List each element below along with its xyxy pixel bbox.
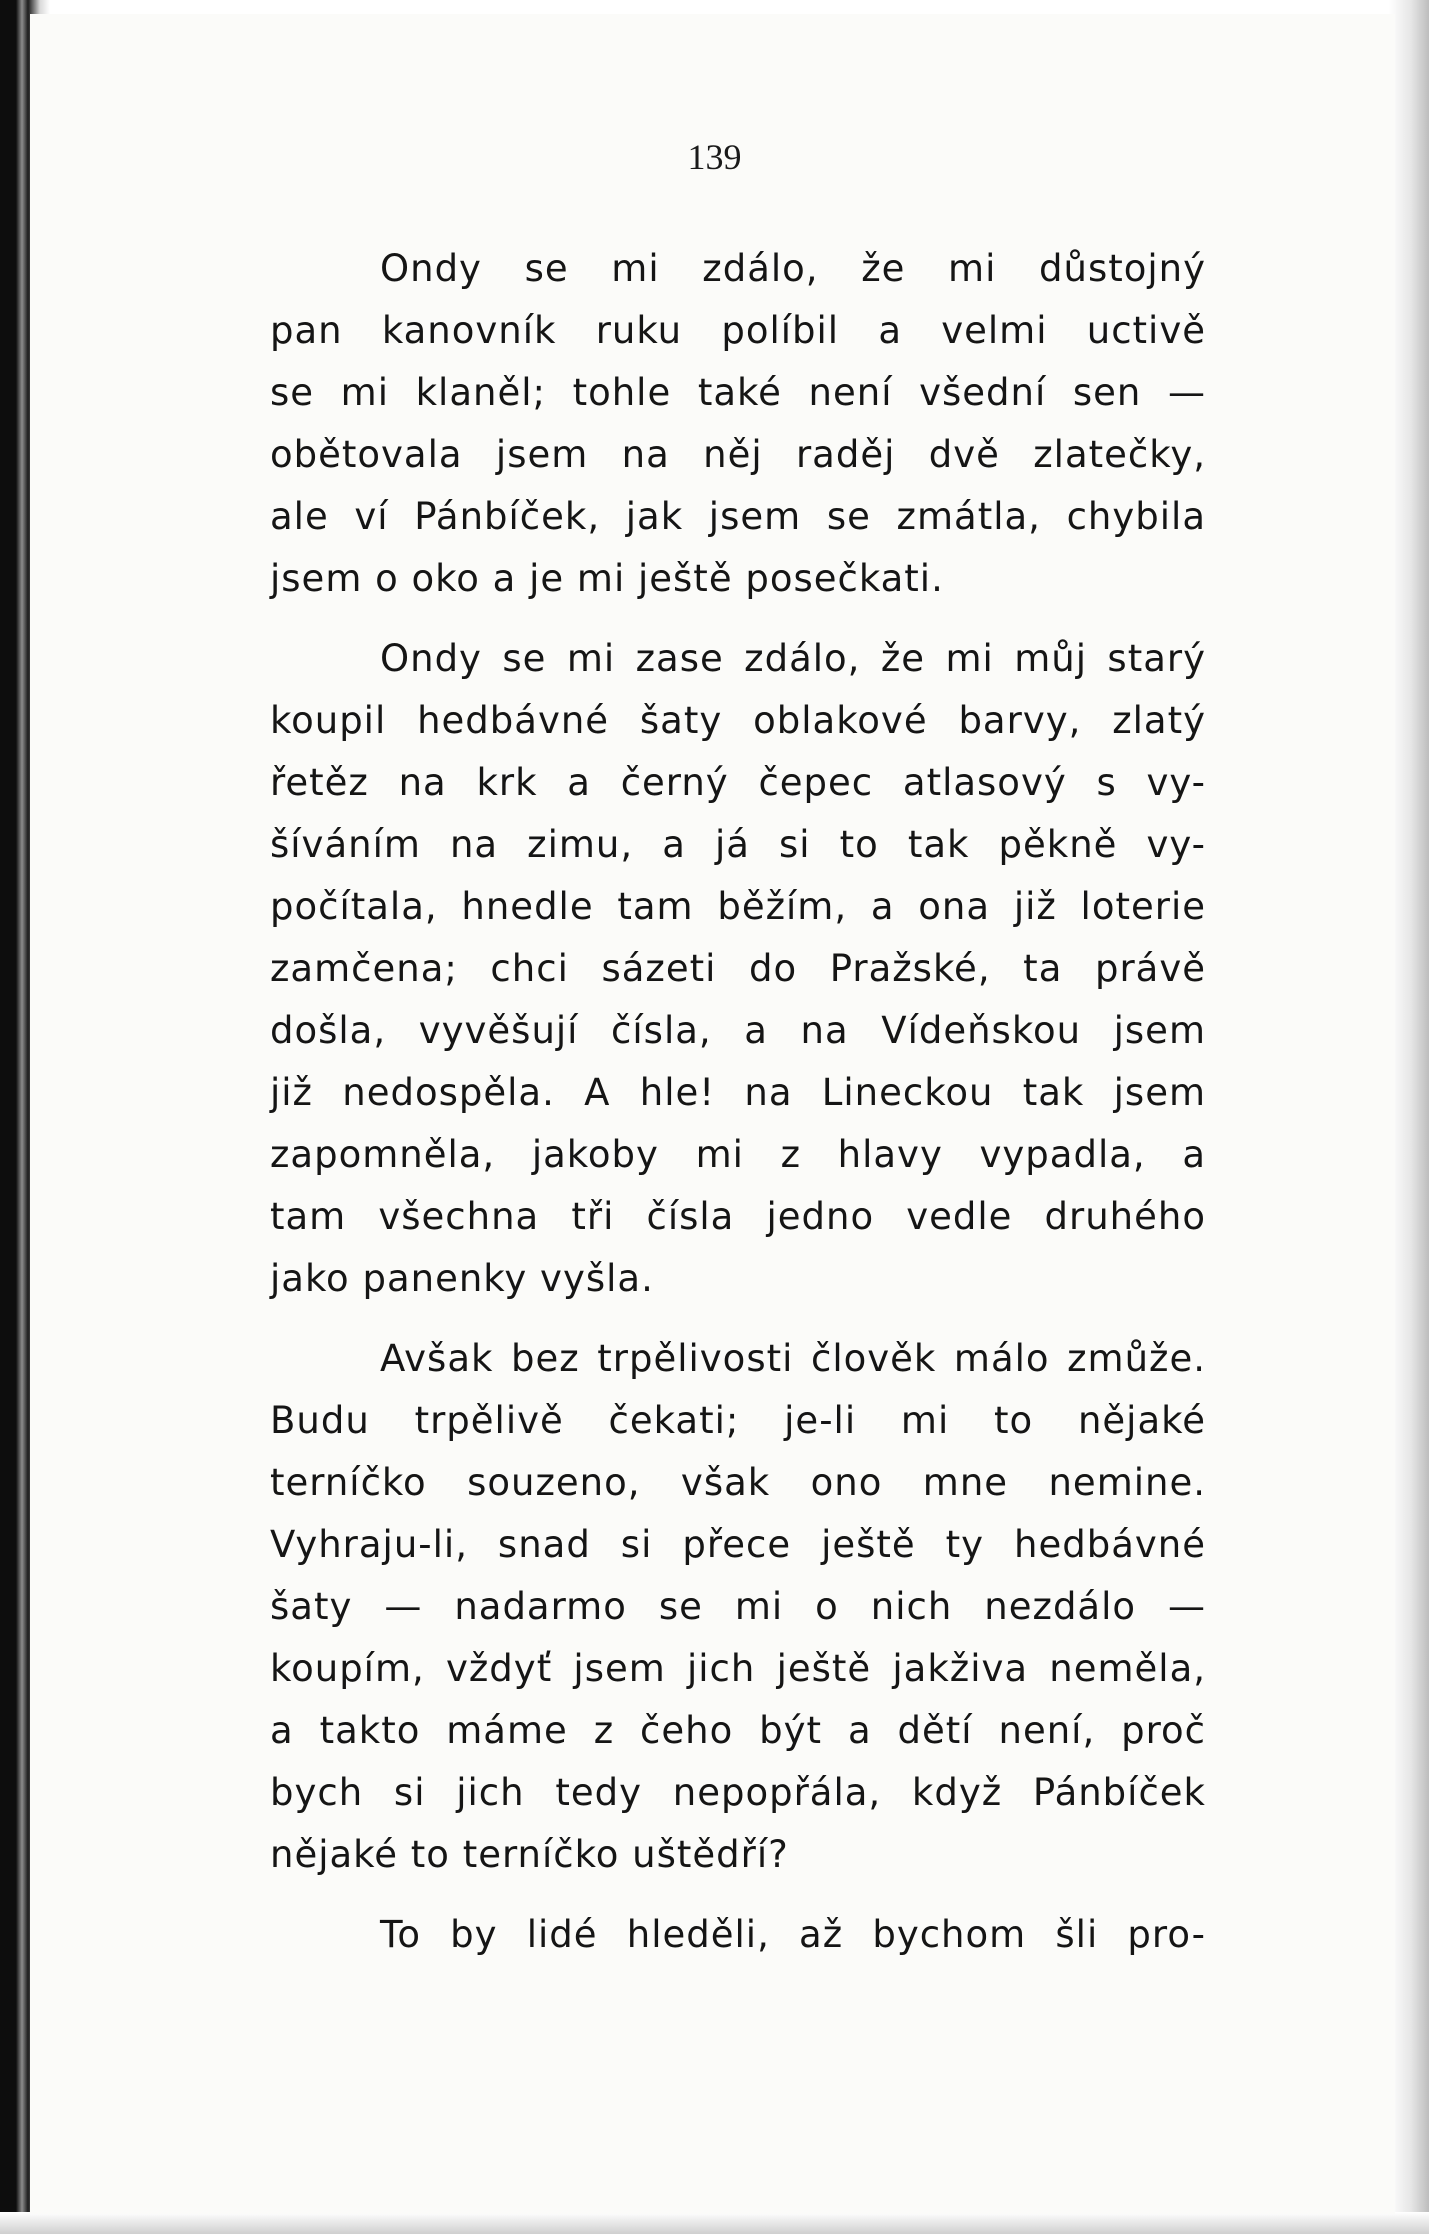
page-number: 139 — [687, 137, 742, 177]
text-line: a takto máme z čeho být a dětí není, proč — [270, 1709, 1206, 1752]
text-line: jako panenky vyšla. — [270, 1257, 654, 1300]
text-line: obětovala jsem na něj raděj dvě zlatečky, — [270, 433, 1206, 476]
text-line: ale ví Pánbíček, jak jsem se zmátla, chybila — [270, 495, 1206, 538]
text-line: šaty — nadarmo se mi o nich nezdálo — — [270, 1585, 1206, 1628]
text-line: tam všechna tři čísla jedno vedle druhého — [270, 1195, 1206, 1238]
text-line: Avšak bez trpělivosti člověk málo zmůže. — [380, 1337, 1206, 1380]
text-line: pan kanovník ruku políbil a velmi uctivě — [270, 309, 1206, 352]
text-line: šíváním na zimu, a já si to tak pěkně vy- — [270, 823, 1206, 866]
text-line: již nedospěla. A hle! na Lineckou tak jsem — [270, 1071, 1206, 1114]
page-bottom-edge — [0, 2212, 1429, 2234]
text-line: To by lidé hleděli, až bychom šli pro- — [380, 1913, 1206, 1956]
text-line: koupil hedbávné šaty oblakové barvy, zlatý — [270, 699, 1206, 742]
text-line: zapomněla, jakoby mi z hlavy vypadla, a — [270, 1133, 1206, 1176]
text-line: terníčko souzeno, však ono mne nemine. — [270, 1461, 1206, 1504]
paragraph — [158, 1904, 1206, 1966]
paragraph — [158, 1328, 1206, 1886]
text-line: nějaké to terníčko uštědří? — [270, 1833, 789, 1876]
text-body — [158, 238, 1206, 1966]
text-line: řetěz na krk a černý čepec atlasový s vy- — [270, 761, 1206, 804]
text-line: zamčena; chci sázeti do Pražské, ta právě — [270, 947, 1206, 990]
paragraph — [158, 628, 1206, 1310]
text-line: bych si jich tedy nepopřála, když Pánbíček — [270, 1771, 1206, 1814]
text-line: se mi klaněl; tohle také není všední sen — — [270, 371, 1206, 414]
text-line: Ondy se mi zase zdálo, že mi můj starý — [380, 637, 1206, 680]
text-line: došla, vyvěšují čísla, a na Vídeňskou jsem — [270, 1009, 1206, 1052]
page-right-edge — [1389, 0, 1429, 2234]
text-line: koupím, vždyť jsem jich ještě jakživa neměla, — [270, 1647, 1206, 1690]
text-line: jsem o oko a je mi ještě posečkati. — [270, 557, 944, 600]
paragraph — [158, 238, 1206, 610]
text-line: Ondy se mi zdálo, že mi důstojný — [380, 247, 1206, 290]
text-line: počítala, hnedle tam běžím, a ona již loterie — [270, 885, 1206, 928]
text-line: Vyhraju-li, snad si přece ještě ty hedbávné — [270, 1523, 1206, 1566]
text-line: Budu trpělivě čekati; je-li mi to nějaké — [270, 1399, 1206, 1442]
